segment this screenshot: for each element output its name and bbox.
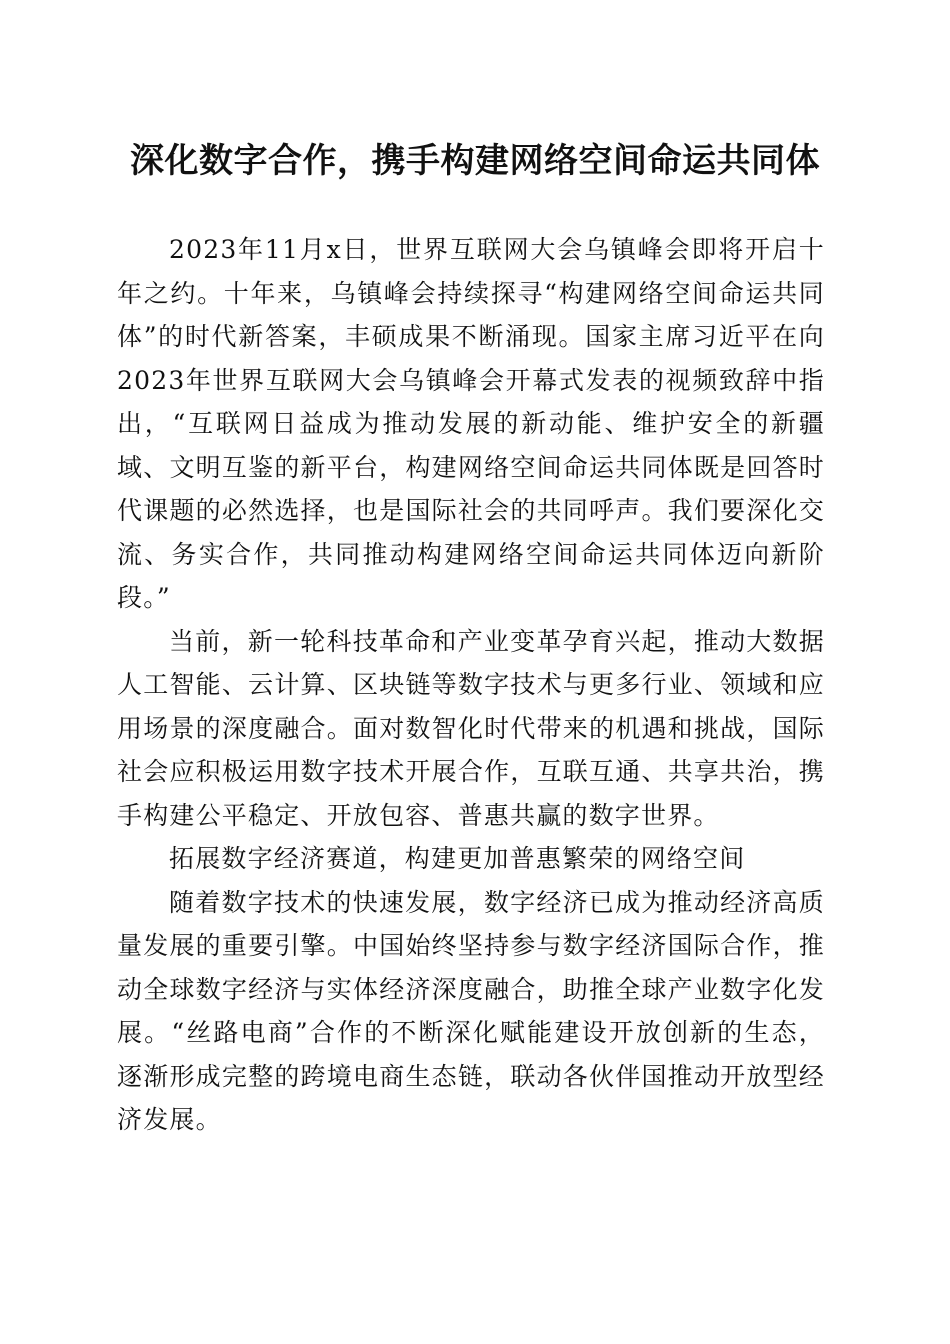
paragraph-current-situation: 当前，新一轮科技革命和产业变革孕育兴起，推动大数据人工智能、云计算、区块链等数字技术与更多行业、领域和应用场景的深度融合。面对数智化时代带来的机遇和挑战，国际社会应积极运用数字技术开展合作，互联互通、共享共治，携手构建公平稳定、开放包容、普惠共赢的数字世界。 (117, 626, 825, 830)
paragraph-digital-economy: 随着数字技术的快速发展，数字经济已成为推动经济高质量发展的重要引擎。中国始终坚持参与数字经济国际合作，推动全球数字经济与实体经济深度融合，助推全球产业数字化发展。“丝路电商”合作的不断深化赋能建设开放创新的生态，逐渐形成完整的跨境电商生态链，联动各伙伴国推动开放型经济发展。 (117, 887, 825, 1134)
document-body (117, 228, 825, 1142)
section-heading: 拓展数字经济赛道，构建更加普惠繁荣的网络空间 (169, 844, 746, 873)
document-title: 深化数字合作，携手构建网络空间命运共同体 (130, 141, 820, 181)
paragraph-intro: 2023年11月x日，世界互联网大会乌镇峰会即将开启十年之约。十年来，乌镇峰会持续探寻“构建网络空间命运共同体”的时代新答案，丰硕成果不断涌现。国家主席习近平在向2023年世界互联网大会乌镇峰会开幕式发表的视频致辞中指出，“互联网日益成为推动发展的新动能、维护安全的新疆域、文明互鉴的新平台，构建网络空间命运共同体既是回答时代课题的必然选择，也是国际社会的共同呼声。我们要深化交流、务实合作，共同推动构建网络空间命运共同体迈向新阶段。” (117, 235, 825, 612)
